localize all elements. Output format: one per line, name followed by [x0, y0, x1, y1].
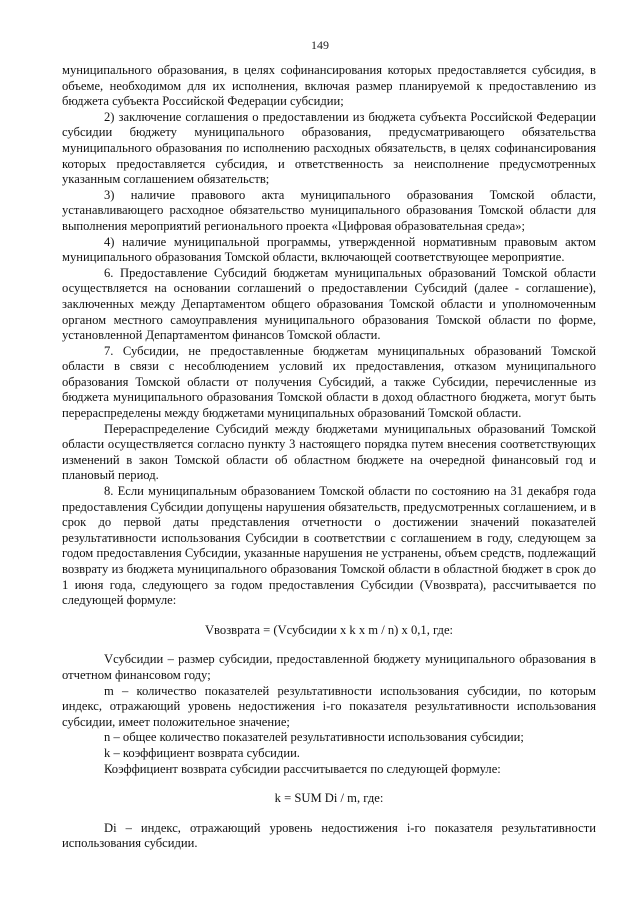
- paragraph: 8. Если муниципальным образованием Томской области по состоянию на 31 декабря года предоставления Субсидии допущены нарушения обязательств, предусмотренных соглашением, и в срок до первой даты представления отчетности о достижении значений показателей результативности использования Субсидии в соответствии с соглашением в году, следующем за годом предоставления Субсидии, указанные нарушения не устранены, объем средств, подлежащий возврату из бюджета муниципального образования Томской области в областной бюджет в срок до 1 июня года, следующего за годом предоставления Субсидии (Vвозврата), рассчитывается по следующей формуле:: [62, 484, 596, 608]
- formula-refund-volume: Vвозврата = (Vсубсидии x k x m / n) x 0,1, где:: [204, 622, 454, 637]
- paragraph: 7. Субсидии, не предоставленные бюджетам муниципальных образований Томской области в связи с несоблюдением условий их предоставления, отказом муниципального образования Томской области от получения Субсидий, а также Субсидии, перечисленные из бюджета муниципального образования Томской области в доход областного бюджета, могут быть перераспределены между бюджетами муниципальных образований Томской области.: [62, 343, 596, 421]
- paragraph: 3) наличие правового акта муниципального образования Томской области, устанавливающего расходное обязательство муниципального образования Томской области для выполнения мероприятий регионального проекта «Цифровая образовательная среда»;: [62, 187, 596, 233]
- definition: Коэффициент возврата субсидии рассчитывается по следующей формуле:: [104, 761, 501, 776]
- paragraph: 2) заключение соглашения о предоставлении из бюджета субъекта Российской Федерации субсидии бюджету муниципального образования, предусматривающего обязательства муниципального образования по исполнению расходных обязательств, в целях софинансирования которых предоставляется субсидия, и ответственность за неисполнение предусмотренных указанным соглашением обязательств;: [62, 109, 596, 187]
- paragraph: муниципального образования, в целях софинансирования которых предоставляется субсидия, в объеме, необходимом для их исполнения, включая размер планируемой к предоставлению из бюджета субъекта Российской Федерации субсидии;: [62, 63, 596, 109]
- paragraph: Di – индекс, отражающий уровень недостижения i-го показателя результативности использования субсидии.: [62, 820, 596, 851]
- document-body: [62, 63, 596, 852]
- definition: n – общее количество показателей результативности использования субсидии;: [104, 730, 524, 745]
- formula-refund-coefficient: k = SUM Di / m, где:: [274, 791, 384, 806]
- page-number: 149: [311, 38, 329, 52]
- paragraph: 6. Предоставление Субсидий бюджетам муниципальных образований Томской области осуществляется на основании соглашений о предоставлении Субсидий (далее - соглашение), заключенных между Департаментом общего образования Томской области и уполномоченным органом местного самоуправления муниципального образования Томской области по форме, установленной Департаментом финансов Томской области.: [62, 265, 596, 343]
- paragraph: Перераспределение Субсидий между бюджетами муниципальных образований Томской области осуществляется согласно пункту 3 настоящего порядка путем внесения соответствующих изменений в закон Томской области об областном бюджете на очередной финансовый год и плановый период.: [62, 421, 596, 483]
- definition: m – количество показателей результативности использования субсидии, по которым индекс, отражающий уровень недостижения i-го показателя результативности использования субсидии, имеет положительное значение;: [62, 683, 596, 729]
- definition: Vсубсидии – размер субсидии, предоставленной бюджету муниципального образования в отчетном финансовом году;: [62, 652, 596, 682]
- paragraph: 4) наличие муниципальной программы, утвержденной нормативным правовым актом муниципального образования Томской области, включающей соответствующее мероприятие.: [62, 234, 596, 265]
- definition: k – коэффициент возврата субсидии.: [104, 745, 300, 760]
